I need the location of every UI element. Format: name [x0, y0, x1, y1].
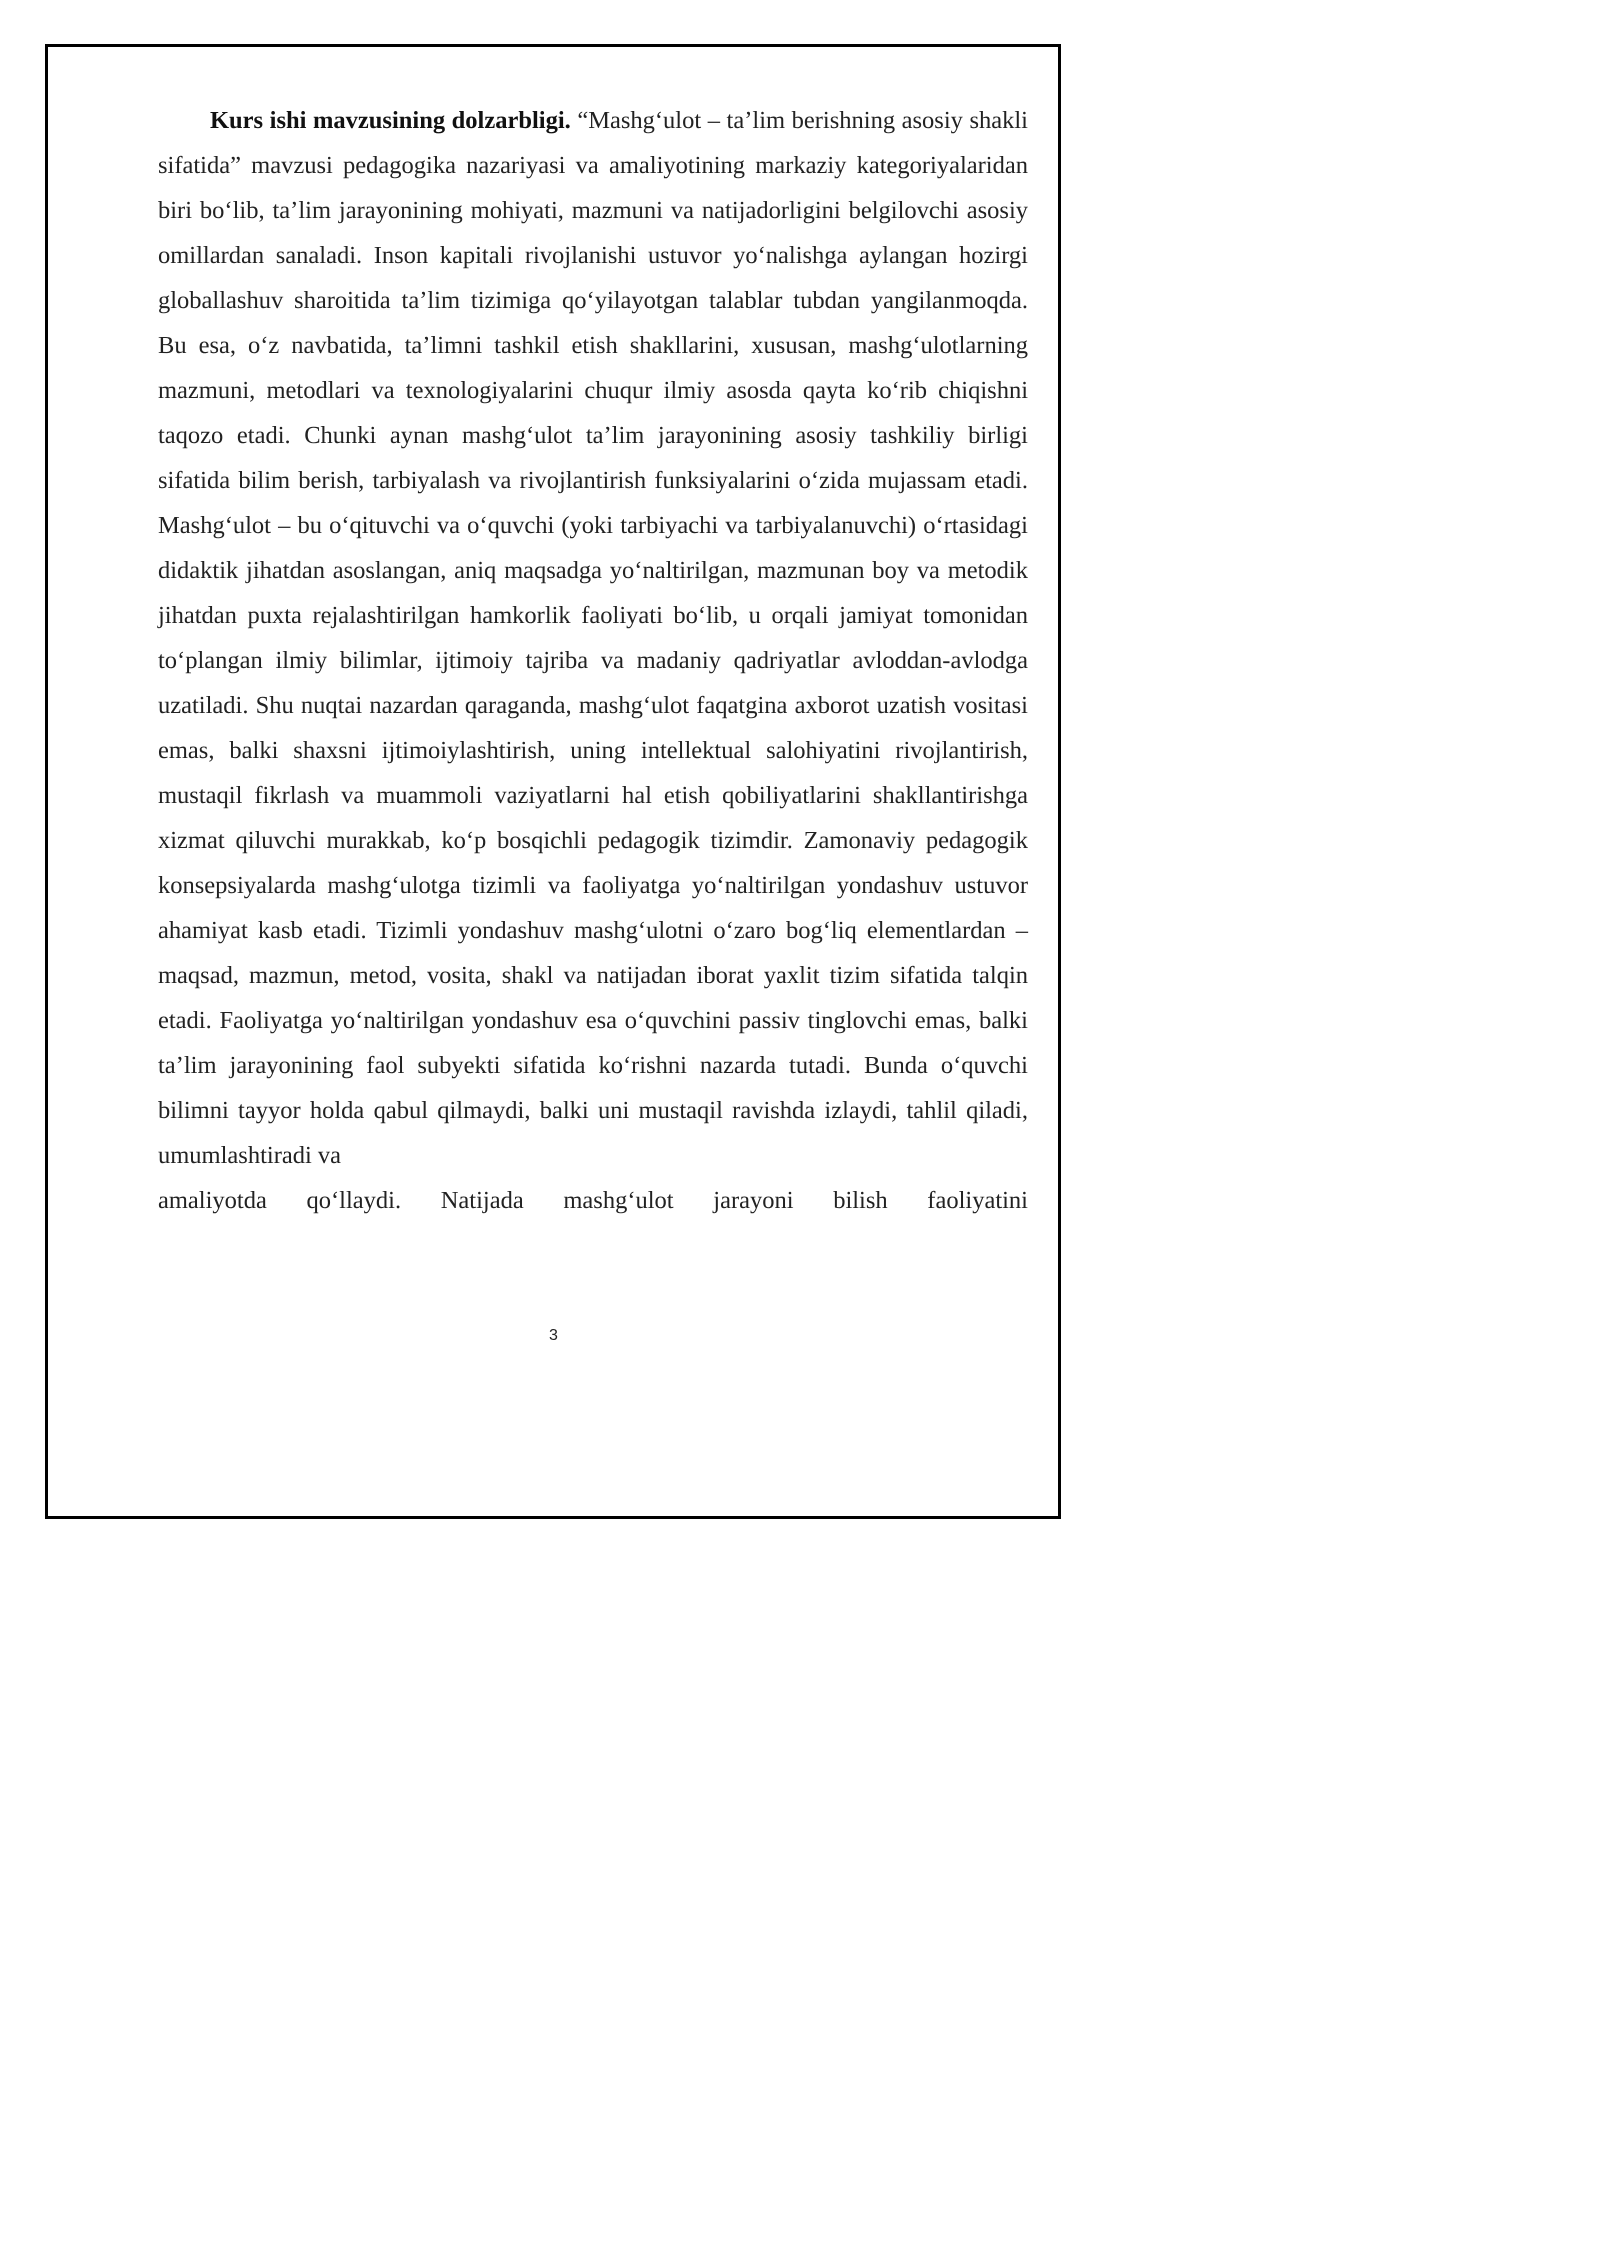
paragraph-text: “Mashg‘ulot – ta’lim berishning asosiy shakli sifatida” mavzusi pedagogika nazariyasi va amaliyotining markaziy kategoriyalaridan biri bo‘lib, ta’lim jarayonining mohiyati, mazmuni va natijadorligini belgilovchi asosiy omillardan sanaladi. Inson kapitali rivojlanishi ustuvor yo‘nalishga aylangan hozirgi globallashuv sharoitida ta’lim tizimiga qo‘yilayotgan talablar tubdan yangilanmoqda. Bu esa, o‘z navbatida, ta’limni tashkil etish shakllarini, xususan, mashg‘ulotlarning mazmuni, metodlari va texnologiyalarini chuqur ilmiy asosda qayta ko‘rib chiqishni taqozo etadi. Chunki aynan mashg‘ulot ta’lim jarayonining asosiy tashkiliy birligi sifatida bilim berish, tarbiyalash va rivojlantirish funksiyalarini o‘zida mujassam etadi. Mashg‘ulot – bu o‘qituvchi va o‘quvchi (yoki tarbiyachi va tarbiyalanuvchi) o‘rtasidagi didaktik jihatdan asoslangan, aniq maqsadga yo‘naltirilgan, mazmunan boy va metodik jihatdan puxta rejalashtirilgan hamkorlik faoliyati bo‘lib, u orqali jamiyat tomonidan to‘plangan ilmiy bilimlar, ijtimoiy tajriba va madaniy qadriyatlar avloddan-avlodga uzatiladi. Shu nuqtai nazardan qaraganda, mashg‘ulot faqatgina axborot uzatish vositasi emas, balki shaxsni ijtimoiylashtirish, uning intellektual salohiyatini rivojlantirish, mustaqil fikrlash va muammoli vaziyatlarni hal etish qobiliyatlarini shakllantirishga xizmat qiluvchi murakkab, ko‘p bosqichli pedagogik tizimdir. Zamonaviy pedagogik konsepsiyalarda mashg‘ulotga tizimli va faoliyatga yo‘naltirilgan yondashuv ustuvor ahamiyat kasb etadi. Tizimli yondashuv mashg‘ulotni o‘zaro bog‘liq elementlardan – maqsad, mazmun, metod, vosita, shakl va natijadan iborat yaxlit tizim sifatida talqin etadi. Faoliyatga yo‘naltirilgan yondashuv esa o‘quvchini passiv tinglovchi emas, balki ta’lim jarayonining faol subyekti sifatida ko‘rishni nazarda tutadi. Bunda o‘quvchi bilimni tayyor holda qabul qilmaydi, balki uni mustaqil ravishda izlaydi, tahlil qiladi, umumlashtiradi va: [158, 107, 1028, 1169]
paragraph-last-line: amaliyotda qo‘llaydi. Natijada mashg‘ulot jarayoni bilish faoliyatini: [158, 1187, 1028, 1214]
page-number: 3: [549, 1327, 558, 1344]
body-paragraph: [158, 98, 1028, 1223]
section-heading: Kurs ishi mavzusining dolzarbligi.: [210, 107, 571, 134]
